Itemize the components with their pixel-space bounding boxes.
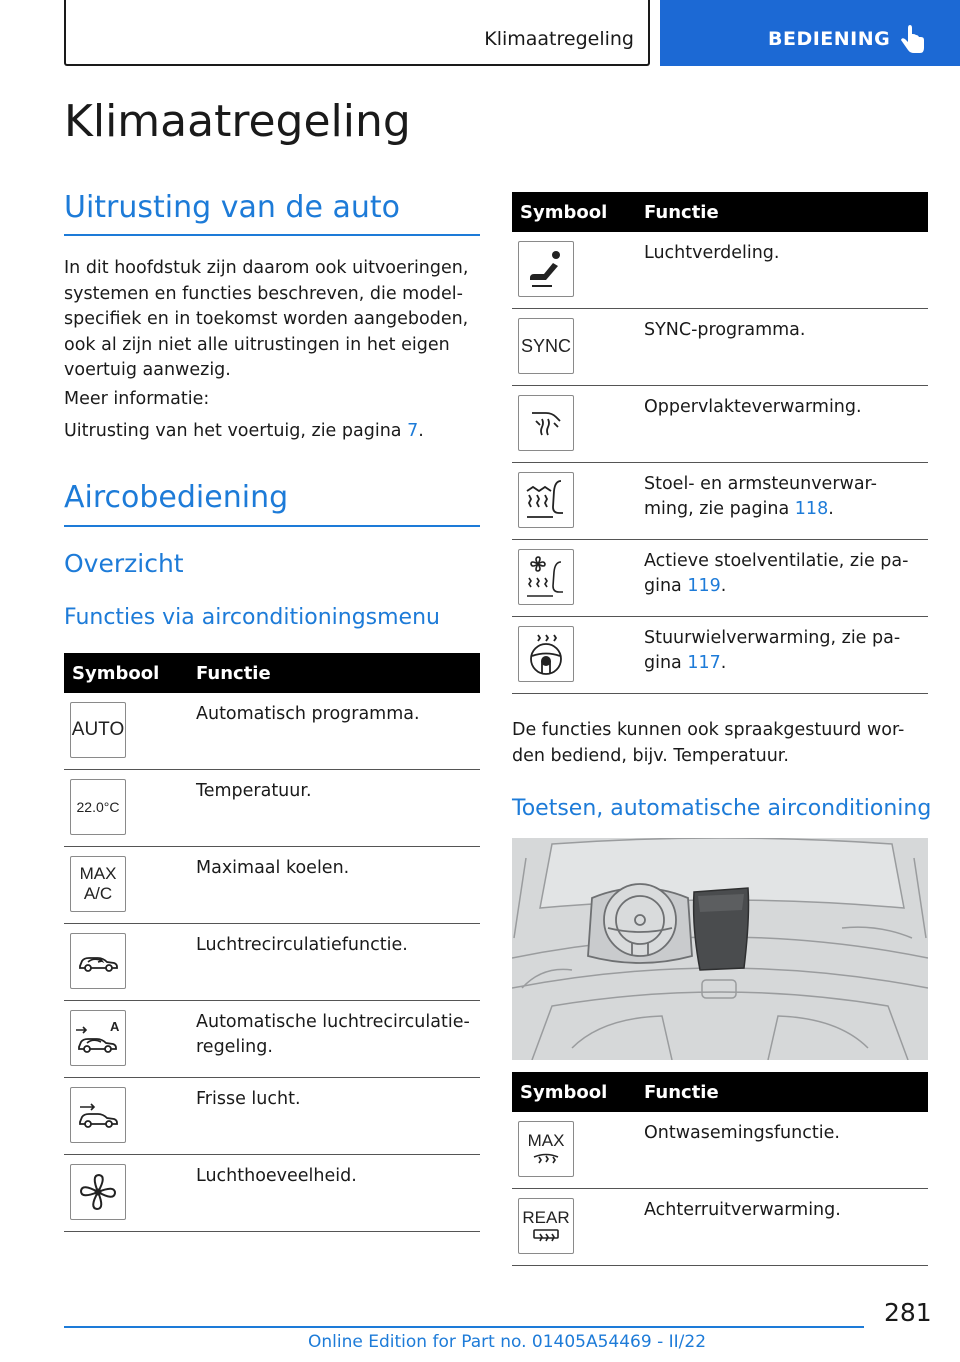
icon-line-2: A/C xyxy=(83,884,113,903)
temperature-icon: 22.0°C xyxy=(70,779,126,835)
section-title-aircon: Aircobediening xyxy=(64,480,289,515)
seat-heating-icon xyxy=(518,472,574,528)
function-text xyxy=(644,626,900,676)
more-info-label: Meer informatie: xyxy=(64,389,210,409)
function-text: Automatisch programma. xyxy=(196,704,420,724)
header-section-tab xyxy=(64,0,650,66)
page-link-118[interactable]: 118 xyxy=(794,499,829,519)
function-line: Stoel- en armsteunverwar- xyxy=(644,474,877,494)
function-line: ming, zie pagina 118. xyxy=(644,499,834,519)
note-line: De functies kunnen ook spraakgestuurd wor- xyxy=(512,720,905,740)
section-title-equipment: Uitrusting van de auto xyxy=(64,190,400,225)
icon-line-1: MAX xyxy=(79,864,117,883)
table-row xyxy=(512,232,928,309)
table-header xyxy=(512,192,928,232)
functions-table-continued xyxy=(512,192,928,694)
table-row xyxy=(64,1155,480,1232)
fresh-air-icon xyxy=(70,1087,126,1143)
function-line: gina 119. xyxy=(644,576,727,596)
body-line: specifiek en in toekomst worden aangeboden, xyxy=(64,309,469,329)
body-line: voertuig aanwezig. xyxy=(64,360,231,380)
table-header xyxy=(512,1072,928,1112)
function-line: gina 117. xyxy=(644,653,727,673)
page-number: 281 xyxy=(884,1298,932,1327)
table-row xyxy=(64,924,480,1001)
table-row xyxy=(512,540,928,617)
header-function: Functie xyxy=(196,663,271,684)
dashboard-illustration xyxy=(512,838,928,1060)
table-row xyxy=(512,309,928,386)
page-link-117[interactable]: 117 xyxy=(687,653,721,673)
table-row xyxy=(512,386,928,463)
subsection-title-menu-functions: Functies via airconditioningsmenu xyxy=(64,605,440,630)
max-defrost-icon: MAX xyxy=(518,1121,574,1177)
table-row xyxy=(64,847,480,924)
rear-window-heating-icon: REAR xyxy=(518,1198,574,1254)
function-text xyxy=(644,472,877,522)
table-header xyxy=(64,653,480,693)
function-text xyxy=(644,549,908,599)
air-distribution-icon xyxy=(518,241,574,297)
header-section-label: Klimaatregeling xyxy=(484,28,634,50)
steering-wheel-heating-icon xyxy=(518,626,574,682)
function-text: Ontwasemingsfunctie. xyxy=(644,1123,840,1143)
function-line: Stuurwielverwarming, zie pa- xyxy=(644,628,901,648)
function-text xyxy=(196,1010,470,1060)
auto-program-icon: AUTO xyxy=(70,702,126,758)
table-row xyxy=(512,463,928,540)
reference-end: . xyxy=(418,421,424,441)
auto-recirculation-icon xyxy=(70,1010,126,1066)
table-row xyxy=(64,693,480,770)
page-title: Klimaatregeling xyxy=(64,96,411,147)
pointing-hand-icon xyxy=(898,24,928,56)
header-chapter-tab xyxy=(660,0,960,66)
table-row xyxy=(512,1112,928,1189)
function-text: Luchtrecirculatiefunctie. xyxy=(196,935,408,955)
surface-heating-icon xyxy=(518,395,574,451)
header-function: Functie xyxy=(644,1082,719,1103)
footer-edition: Online Edition for Part no. 01405A54469 - II/22 xyxy=(308,1332,707,1352)
function-text: Temperatuur. xyxy=(196,781,312,801)
keys-table xyxy=(512,1072,928,1266)
header-symbol: Symbool xyxy=(520,202,608,223)
equipment-reference xyxy=(64,419,424,445)
function-text: Frisse lucht. xyxy=(196,1089,301,1109)
function-text: Maximaal koelen. xyxy=(196,858,350,878)
sync-icon: SYNC xyxy=(518,318,574,374)
subsection-title-overview: Overzicht xyxy=(64,549,184,578)
function-text: Luchtverdeling. xyxy=(644,243,780,263)
reference-text: Uitrusting van het voertuig, zie pagina xyxy=(64,421,408,441)
seat-ventilation-icon xyxy=(518,549,574,605)
fan-icon xyxy=(70,1164,126,1220)
max-ac-icon xyxy=(70,856,126,912)
function-text: Oppervlakteverwarming. xyxy=(644,397,862,417)
function-line: regeling. xyxy=(196,1037,273,1057)
menu-functions-table xyxy=(64,653,480,1232)
header-function: Functie xyxy=(644,202,719,223)
note-line: den bediend, bijv. Temperatuur. xyxy=(512,745,789,766)
header-symbol: Symbool xyxy=(520,1082,608,1103)
header-chapter-label: BEDIENING xyxy=(768,28,891,50)
section-rule xyxy=(64,234,480,236)
table-row xyxy=(64,1001,480,1078)
page-link-119[interactable]: 119 xyxy=(687,576,721,596)
body-line: systemen en functies beschreven, die model- xyxy=(64,283,463,304)
subsection-title-keys: Toetsen, automatische airconditioning xyxy=(512,796,932,821)
function-text: Luchthoeveelheid. xyxy=(196,1166,357,1186)
page-link-7[interactable]: 7 xyxy=(407,421,419,441)
body-line: In dit hoofdstuk zijn daarom ook uitvoeringen, xyxy=(64,258,469,278)
air-recirculation-icon xyxy=(70,933,126,989)
function-line: Automatische luchtrecirculatie- xyxy=(196,1012,470,1032)
header-symbol: Symbool xyxy=(72,663,160,684)
function-text: Achterruitverwarming. xyxy=(644,1200,841,1220)
footer-rule xyxy=(64,1326,864,1328)
section-rule xyxy=(64,525,480,527)
function-line: Actieve stoelventilatie, zie pa- xyxy=(644,551,909,571)
equipment-body xyxy=(64,256,480,384)
table-row xyxy=(512,617,928,694)
function-text: SYNC-programma. xyxy=(644,320,806,340)
svg-text:A: A xyxy=(110,1019,120,1034)
table-row xyxy=(512,1189,928,1266)
body-line: ook al zijn niet alle uitrustingen in het eigen xyxy=(64,334,450,355)
voice-control-note xyxy=(512,718,928,769)
table-row xyxy=(64,1078,480,1155)
table-row xyxy=(64,770,480,847)
